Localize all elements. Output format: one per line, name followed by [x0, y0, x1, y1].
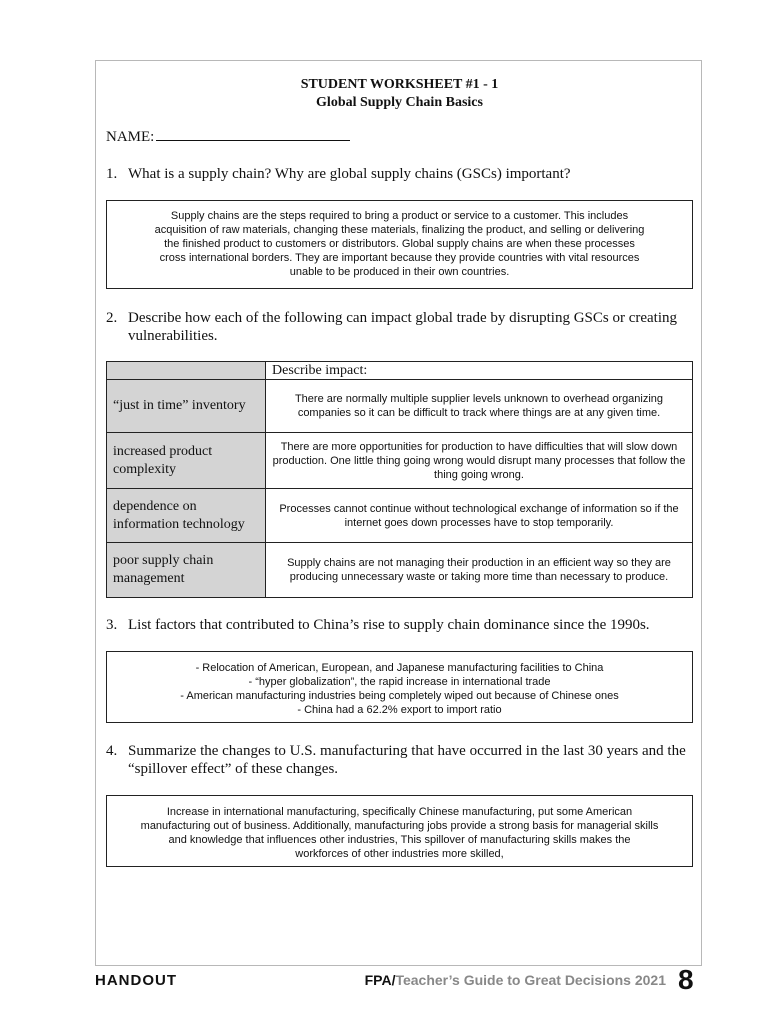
answer-1-line: unable to be produced in their own countries. [289, 266, 510, 278]
factor-cell: dependence on information technology [107, 489, 266, 543]
question-3-text: List factors that contributed to China’s rise to supply chain dominance since the 1990s. [128, 617, 650, 633]
table-row [107, 380, 693, 433]
factor-cell: increased product complexity [107, 433, 266, 489]
question-4-text: Summarize the changes to U.S. manufacturing that have occurred in the last 30 years and the [128, 743, 686, 759]
table-row [107, 543, 693, 598]
impact-table [106, 361, 693, 598]
factor-cell: “just in time” inventory [107, 380, 266, 433]
footer-handout-label: HANDOUT [95, 972, 177, 989]
question-2-number: 2. [106, 310, 118, 326]
answer-1-line: acquisition of raw materials, changing these materials, finalizing the product, and selling or delivering [154, 224, 645, 236]
answer-1-line: cross international borders. They are important because they provide countries with vital resources [159, 252, 640, 264]
answer-box-3[interactable] [106, 651, 693, 723]
footer-publisher: FPA/ [364, 972, 396, 988]
answer-4-line: workforces of other industries more skilled, [295, 848, 504, 860]
question-3 [106, 616, 696, 634]
question-3-number: 3. [106, 617, 118, 633]
answer-3-line: - “hyper globalization”, the rapid increase in international trade [248, 676, 551, 688]
question-2-text-cont: vulnerabilities. [128, 328, 218, 344]
name-row [106, 127, 350, 146]
footer-guide-title [360, 972, 666, 988]
answer-box-4[interactable] [106, 795, 693, 867]
impact-cell[interactable]: Processes cannot continue without technological exchange of information so if the internet goes down processes have to stop temporarily. [266, 489, 693, 543]
worksheet-title: STUDENT WORKSHEET #1 - 1 [300, 77, 499, 92]
answer-1-line: the finished product to customers or distributors. Global supply chains are when these processes [164, 238, 635, 250]
table-row [107, 433, 693, 489]
question-4-number: 4. [106, 743, 118, 759]
answer-3-line: - China had a 62.2% export to import ratio [297, 704, 502, 716]
question-1-number: 1. [106, 166, 118, 182]
question-4 [106, 742, 696, 778]
impact-table-corner [107, 362, 266, 380]
table-row [107, 489, 693, 543]
impact-column-header: Describe impact: [266, 362, 693, 380]
answer-4-line: Increase in international manufacturing, specifically Chinese manufacturing, put some American [166, 806, 633, 818]
factor-cell: poor supply chain management [107, 543, 266, 598]
question-1-text: What is a supply chain? Why are global supply chains (GSCs) important? [128, 166, 571, 182]
answer-1-line: Supply chains are the steps required to bring a product or service to a customer. This includes [170, 210, 629, 222]
answer-3-line: - Relocation of American, European, and Japanese manufacturing facilities to China [195, 662, 604, 674]
answer-3-line: - American manufacturing industries being completely wiped out because of Chinese ones [180, 690, 619, 702]
question-2 [106, 309, 696, 345]
footer-guide-name: Teacher’s Guide to Great Decisions 2021 [395, 972, 666, 988]
answer-4-line: and knowledge that influences other industries, This spillover of manufacturing skills makes the [168, 834, 631, 846]
name-field[interactable] [156, 127, 350, 141]
question-4-text-cont: “spillover effect” of these changes. [128, 761, 339, 777]
question-1 [106, 165, 696, 183]
impact-cell[interactable]: Supply chains are not managing their production in an efficient way so they are producing unnecessary waste or taking more time than necessary to produce. [266, 543, 693, 598]
impact-cell[interactable]: There are more opportunities for production to have difficulties that will slow down production. One little thing going wrong would disrupt many processes that follow the thing going wrong. [266, 433, 693, 489]
worksheet-subtitle: Global Supply Chain Basics [316, 95, 483, 110]
answer-box-1[interactable] [106, 200, 693, 289]
impact-table-header-row [107, 362, 693, 380]
question-2-text: Describe how each of the following can impact global trade by disrupting GSCs or creating [128, 310, 678, 326]
impact-cell[interactable]: There are normally multiple supplier levels unknown to overhead organizing companies so it can be difficult to track where things are at any given time. [266, 380, 693, 433]
answer-4-line: manufacturing out of business. Additionally, manufacturing jobs provide a strong basis for managerial skills [140, 820, 659, 832]
page-number: 8 [678, 964, 694, 995]
name-label: NAME: [106, 129, 155, 145]
